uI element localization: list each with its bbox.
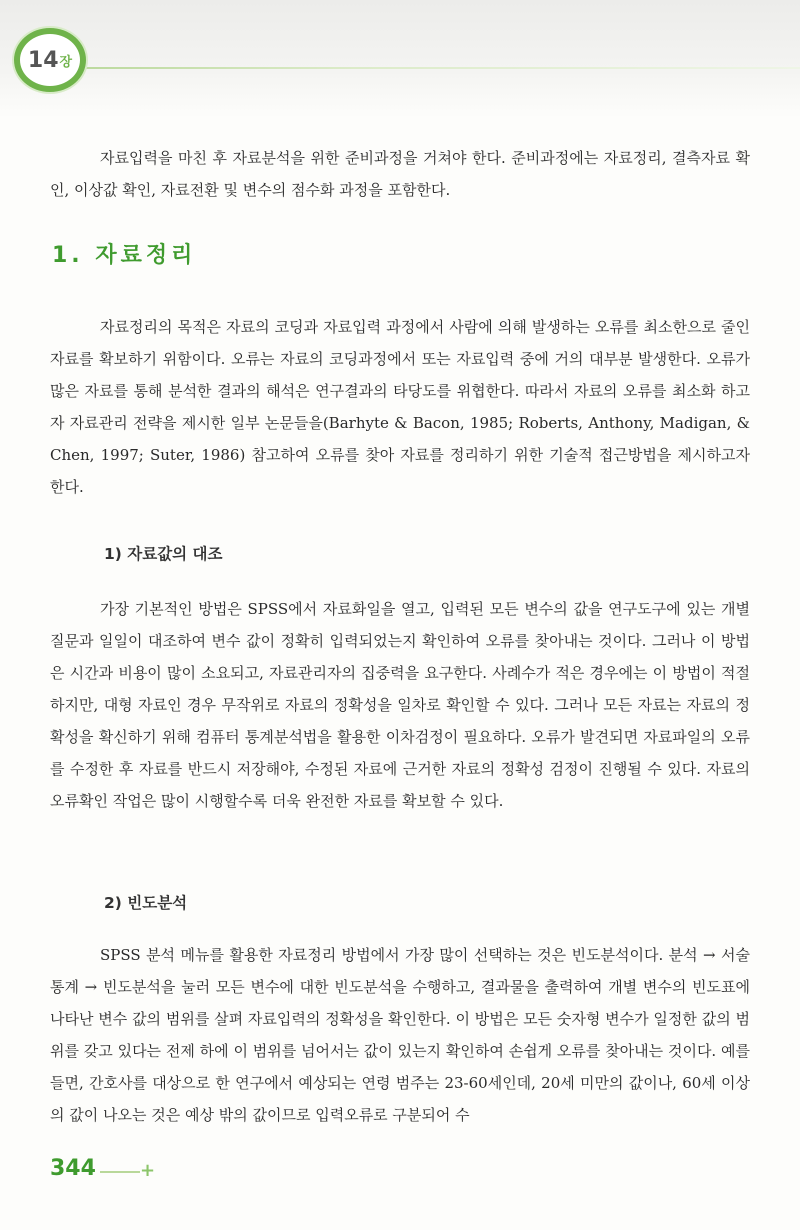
header-band: [0, 0, 800, 118]
paragraph-2-text: 가장 기본적인 방법은 SPSS에서 자료화일을 열고, 입력된 모든 변수의 값을 연구도구에 있는 개별 질문과 일일이 대조하여 변수 값이 정확히 입력되었는지 확인하여 오류를 찾아내는 것이다. 그러나 이 방법은 시간과 비용이 많이 소요되고, 자료관리자의 집중력을 요구한다. 사례수가 적은 경우에는 이 방법이 적절하지만, 대형 자료인 경우 무작위로 자료의 정확성을 일차로 확인할 수 있다. 그러나 모든 자료는 자료의 정확성을 확신하기 위해 컴퓨터 통계분석법을 활용한 이차검정이 필요하다. 오류가 발견되면 자료파일의 오류를 수정한 후 자료를 반드시 저장해야, 수정된 자료에 근거한 자료의 정확성 검정이 진행될 수 있다. 자료의 오류확인 작업은 많이 시행할수록 더욱 완전한 자료를 확보할 수 있다.: [50, 600, 750, 810]
chapter-number: 14: [27, 47, 59, 73]
paragraph-data-cleaning: [50, 311, 750, 503]
chapter-suffix: 장: [59, 54, 73, 70]
intro-paragraph: [50, 142, 750, 206]
intro-text: 자료입력을 마친 후 자료분석을 위한 준비과정을 거쳐야 한다. 준비과정에는 자료정리, 결측자료 확인, 이상값 확인, 자료전환 및 변수의 점수화 과정을 포함한다.: [50, 149, 750, 199]
plus-icon: +: [140, 1160, 156, 1181]
header-rule: [60, 67, 800, 69]
footer-line: [100, 1171, 140, 1173]
subsection-heading-1: 1) 자료값의 대조: [104, 545, 223, 563]
chapter-badge: [14, 28, 86, 92]
subsection-heading-2: 2) 빈도분석: [104, 894, 188, 912]
paragraph-1-text: 자료정리의 목적은 자료의 코딩과 자료입력 과정에서 사람에 의해 발생하는 오류를 최소한으로 줄인 자료를 확보하기 위함이다. 오류는 자료의 코딩과정에서 또는 자료입력 중에 거의 대부분 발생한다. 오류가 많은 자료를 통해 분석한 결과의 해석은 연구결과의 타당도를 위협한다. 따라서 자료의 오류를 최소화 하고자 자료관리 전략을 제시한 일부 논문들을(Barhyte & Bacon, 1985; Roberts, Anthony, Madigan, & Chen, 1997; Suter, 1986) 참고하여 오류를 찾아 자료를 정리하기 위한 기술적 접근방법을 제시하고자 한다.: [50, 318, 750, 496]
section-heading: 1. 자료정리: [52, 243, 197, 268]
paragraph-3-text: SPSS 분석 메뉴를 활용한 자료정리 방법에서 가장 많이 선택하는 것은 빈도분석이다. 분석 → 서술통계 → 빈도분석을 눌러 모든 변수에 대한 빈도분석을 수행하고, 결과물을 출력하여 개별 변수의 빈도표에 나타난 변수 값의 범위를 살펴 자료입력의 정확성을 확인한다. 이 방법은 모든 숫자형 변수가 일정한 값의 범위를 갖고 있다는 전제 하에 이 범위를 넘어서는 값이 있는지 확인하여 손쉽게 오류를 찾아내는 것이다. 예를 들면, 간호사를 대상으로 한 연구에서 예상되는 연령 범주는 23-60세인데, 20세 미만의 값이나, 60세 이상의 값이 나오는 것은 예상 밖의 값이므로 입력오류로 구분되어 수: [50, 946, 750, 1124]
paragraph-value-check: [50, 593, 750, 817]
paragraph-frequency: [50, 939, 750, 1131]
page-number: 344: [50, 1156, 96, 1181]
